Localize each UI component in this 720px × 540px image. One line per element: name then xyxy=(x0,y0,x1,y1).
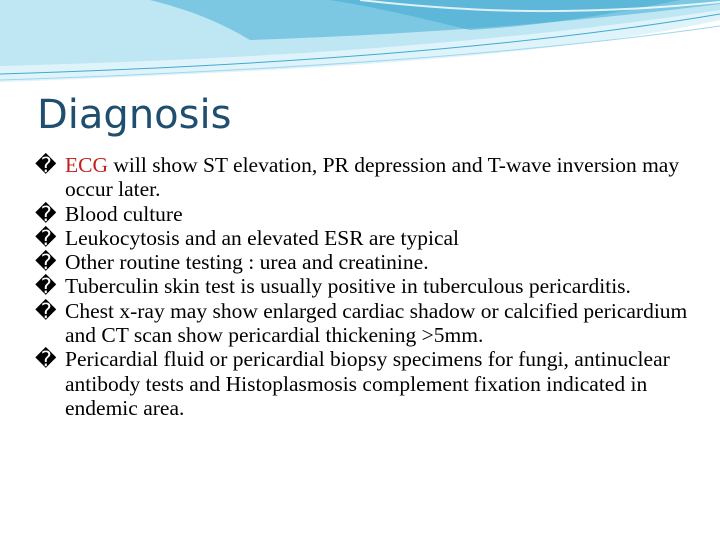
bullet-chest-xray-text: Chest x-ray may show enlarged cardiac shadow or calcified pericardium and CT scan show pericardial thickening >5mm. xyxy=(65,298,688,348)
bullet-blood-culture-text: Blood culture xyxy=(65,201,183,226)
slide-title: Diagnosis xyxy=(37,92,232,138)
bullet-chest-xray xyxy=(35,299,705,348)
bullet-glyph: � xyxy=(35,153,57,177)
bullet-leukocytosis-text: Leukocytosis and an elevated ESR are typical xyxy=(65,225,460,250)
bullet-glyph: � xyxy=(35,225,57,250)
bullet-leukocytosis xyxy=(35,226,705,250)
bullet-ecg-lead: ECG xyxy=(65,153,108,177)
bullet-glyph: � xyxy=(35,250,57,275)
bullet-routine-testing xyxy=(35,250,705,274)
bullet-pericardial-fluid-text: Pericardial fluid or pericardial biopsy specimens for fungi, antinuclear antibody tests and Histoplasmosis complement fixation indicated in endemic area. xyxy=(65,347,670,420)
bullet-blood-culture xyxy=(35,202,705,226)
bullet-ecg xyxy=(35,153,705,202)
bullet-glyph: � xyxy=(35,201,57,226)
bullet-pericardial-fluid xyxy=(35,347,705,420)
bullet-routine-testing-text: Other routine testing : urea and creatinine. xyxy=(65,250,429,275)
header-wave-decoration xyxy=(0,0,720,90)
bullet-ecg-text: will show ST elevation, PR depression and T-wave inversion may occur later. xyxy=(65,153,680,202)
bullet-glyph: � xyxy=(35,298,57,323)
bullet-glyph: � xyxy=(35,274,57,299)
bullet-tuberculin xyxy=(35,274,705,298)
bullet-tuberculin-text: Tuberculin skin test is usually positive in tuberculous pericarditis. xyxy=(65,274,631,299)
bullet-list xyxy=(35,153,705,420)
bullet-glyph: � xyxy=(35,347,57,372)
